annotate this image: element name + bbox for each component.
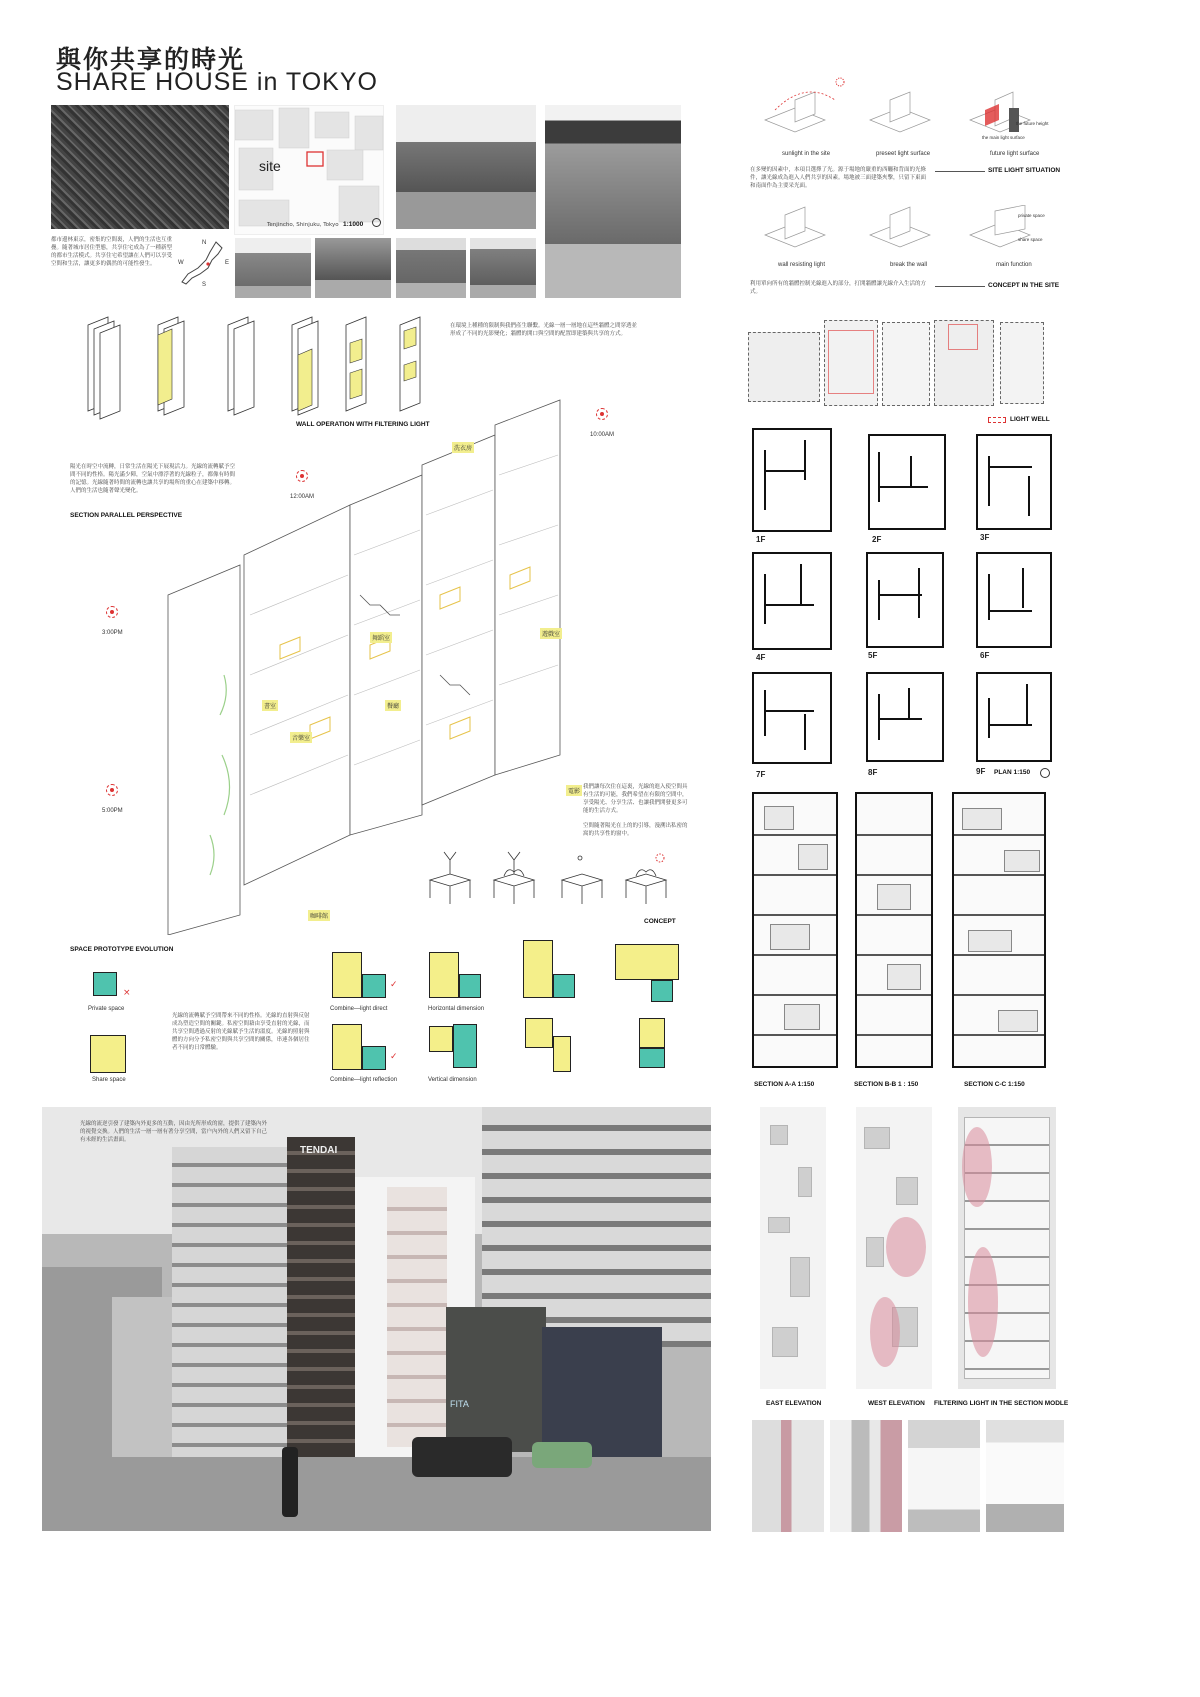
floor-label: 3F xyxy=(980,533,990,542)
prototype-horizontal xyxy=(425,950,685,1005)
model-label: EAST ELEVATION xyxy=(766,1400,822,1407)
concept-site-top-label: share space xyxy=(1018,237,1043,242)
floor-plan xyxy=(752,552,832,650)
site-label: site xyxy=(259,158,281,174)
floor-plan xyxy=(976,434,1052,530)
light-well-legend-icon xyxy=(988,417,1006,423)
concept-site-diagram-label: main function xyxy=(996,262,1032,268)
section-label: SECTION C-C 1:150 xyxy=(964,1081,1025,1088)
floor-plan xyxy=(976,672,1052,762)
site-map xyxy=(234,105,384,235)
prototype-item-label: Horizontal dimension xyxy=(428,1006,485,1012)
section-drawing xyxy=(855,792,933,1068)
sun-icon xyxy=(596,408,608,420)
prototype-share xyxy=(68,1030,138,1080)
site-light-text: 在多變的因素中，本項目選擇了光。源于場地的嚴重的西曬和背面的光條件，讓光線成為進入人們共享的因素。場地被三面建築夾擊，只留下東面和南面作為主要采光面。 xyxy=(750,167,927,189)
model-label: FILTERING LIGHT IN THE SECTION MODLE xyxy=(934,1400,1069,1407)
concept-site-text: 利用單向所有的牆體控制光線進入的部分，打開牆體讓光線介入生活的方式。 xyxy=(750,281,927,295)
floor-label: 5F xyxy=(868,651,878,660)
prototype-item-label: Share space xyxy=(92,1077,126,1083)
light-well-diagrams xyxy=(748,320,1048,408)
concept-site-diagram-label: break the wall xyxy=(890,262,928,268)
floor-label: 8F xyxy=(868,768,878,777)
model-label: WEST ELEVATION xyxy=(868,1400,925,1407)
room-tag: 音樂室 xyxy=(290,732,312,743)
sun-icon xyxy=(106,784,118,796)
prototype-item-label: Private space xyxy=(88,1006,125,1012)
floor-label: 1F xyxy=(756,535,766,544)
room-tag: 電影 xyxy=(566,785,582,796)
room-tag: 遊戲室 xyxy=(540,628,562,639)
floor-label: 7F xyxy=(756,770,766,779)
page-title-en: SHARE HOUSE in TOKYO xyxy=(56,68,378,96)
section-drawing xyxy=(952,792,1046,1068)
sun-icon xyxy=(106,606,118,618)
site-light-diagrams xyxy=(755,70,1065,160)
street-photo-1 xyxy=(396,105,536,229)
time-label: 12:00AM xyxy=(290,494,315,500)
site-scale: 1:1000 xyxy=(343,221,364,228)
site-light-diagram-label: preseet light surface xyxy=(876,151,931,157)
site-description: 都市邊林東京，密集的空間裏，人們的生活也互重疊。隨著城市居住型態，共享住宅成為了一種新型的都市生活模式。共享住宅希望讓在人們可以享受空間和生活，讓更多的偶然的可能性發生。 xyxy=(51,237,173,267)
room-tag: 洗衣房 xyxy=(452,442,474,453)
site-location: Tenjincho, Shinjuku, Tokyo xyxy=(267,222,339,228)
perspective-text-3: 空間隨著陽光在上的的引導，漫溯出私密的窩的共享性的窗中。 xyxy=(583,823,688,837)
prototype-item-label: Combine—light reflection xyxy=(330,1077,398,1083)
room-tag: 舞蹈室 xyxy=(370,632,392,643)
prototype-private: × xyxy=(68,960,138,1010)
floor-label: 4F xyxy=(756,653,766,662)
site-light-diagram-label: future light surface xyxy=(990,151,1040,157)
street-render xyxy=(42,1107,711,1531)
street-photo-3 xyxy=(235,238,311,298)
north-arrow-icon xyxy=(372,218,381,227)
site-light-label: SITE LIGHT SITUATION xyxy=(988,167,1061,174)
street-photo-6 xyxy=(470,238,536,298)
section-drawing xyxy=(752,792,838,1068)
concept-label: CONCEPT xyxy=(644,918,676,925)
floor-plan xyxy=(866,552,944,648)
wall-operation-text: 在環境上種種的限制與我們產生聯繫。光線一層一層地在這些牆體之間穿透並形成了不同的光影變化；牆體的開口與空間的配置即建築與共享的方式。 xyxy=(450,323,638,337)
floor-label: 6F xyxy=(980,651,990,660)
floor-label: 2F xyxy=(872,535,882,544)
time-label: 3:00PM xyxy=(102,630,123,636)
section-perspective-label: SECTION PARALLEL PERSPECTIVE xyxy=(70,512,183,519)
wall-operation-label: WALL OPERATION WITH FILTERING LIGHT xyxy=(296,421,430,428)
light-well-label: LIGHT WELL xyxy=(1010,416,1050,423)
section-label: SECTION A-A 1:150 xyxy=(754,1081,815,1088)
plan-scale: PLAN 1:150 xyxy=(994,769,1031,776)
section-perspective-text: 陽光在時空中流轉，日常生活在陽光下展現活力。光線的流轉賦予空間不同的性格。陽光滿少陣，空氣中漂浮著的光線粒子，都像有時間的記憶。光線隨著時間的流轉也讓共享的場所的重心在建築中移轉。人們的生活也隨著聲光變化。 xyxy=(70,464,236,494)
page-title-cn: 與你共享的時光 xyxy=(56,45,246,74)
japan-map-icon: N W E S xyxy=(178,240,230,288)
prototype-item-label: Combine—light direct xyxy=(330,1006,388,1012)
site-light-diagram-label: sunlight in the site xyxy=(782,151,831,157)
time-label: 10:00AM xyxy=(590,432,615,438)
room-tag: 書室 xyxy=(262,700,278,711)
section-model xyxy=(958,1107,1056,1389)
floor-plan xyxy=(868,434,946,530)
prototype-item-label: Vertical dimension xyxy=(428,1077,477,1083)
west-elevation-model xyxy=(856,1107,932,1389)
floor-plan xyxy=(976,552,1052,648)
concept-site-diagram-label: wall resisting light xyxy=(778,262,826,268)
concept-sketches xyxy=(420,850,690,920)
floor-label: 9F xyxy=(976,767,986,776)
perspective-text-2: 我們讓每次住在這裏，光線的進入使空間具有生活的可能，我們希望在有限的空間中，享受陽光、分享生活、也讓我們開發更多可能的生活方式。 xyxy=(583,784,688,814)
floor-plan xyxy=(752,428,832,532)
prototype-label: SPACE PROTOTYPE EVOLUTION xyxy=(70,946,174,953)
prototype-combine-reflection: ✓ xyxy=(330,1022,400,1077)
prototype-combine-direct: ✓ xyxy=(330,950,400,1005)
east-elevation-model xyxy=(760,1107,826,1389)
north-arrow-icon xyxy=(1040,768,1050,778)
room-tag: 咖啡館 xyxy=(308,910,330,921)
prototype-text: 光線的流轉賦予空間帶來不同的性格。光線的直射與反射成為塑造空間的關鍵。私密空間藉由享受直射的光線，而共享空間透過反射的光線賦予生活的溫度。光線的照射與體的方向分予私密空間與共享空間的關係，串連各個居住者不同的日常體驗。 xyxy=(172,1013,310,1051)
site-light-top-label: the future height xyxy=(1016,121,1049,126)
concept-site-label: CONCEPT IN THE SITE xyxy=(988,282,1060,289)
model-detail-photo xyxy=(830,1420,902,1532)
street-photo-5 xyxy=(396,238,466,298)
render-sign: TENDAI xyxy=(300,1145,338,1156)
room-tag: 餐廳 xyxy=(385,700,401,711)
render-sign: FITA xyxy=(450,1399,469,1409)
street-photo-4 xyxy=(315,238,391,298)
floor-plan xyxy=(866,672,944,762)
concept-site-top-label: private space xyxy=(1018,213,1045,218)
floor-plan xyxy=(752,672,832,764)
prototype-vertical xyxy=(425,1018,685,1076)
time-label: 5:00PM xyxy=(102,808,123,814)
render-text: 光線的流逆引發了建築內外更多的互動，因由光所形成的窗，提供了建築內外的視覺交換。人們的生活一層一層有著分享空間，當户內外的人們又留下自己有未經的生活畫面。 xyxy=(80,1121,268,1143)
aerial-photo xyxy=(51,105,229,229)
street-photo-2 xyxy=(545,105,681,298)
section-label: SECTION B-B 1 : 150 xyxy=(854,1081,919,1088)
site-light-top-label: the main light surface xyxy=(982,135,1025,140)
model-detail-photo xyxy=(908,1420,980,1532)
model-detail-photo xyxy=(752,1420,824,1532)
model-detail-photo xyxy=(986,1420,1064,1532)
